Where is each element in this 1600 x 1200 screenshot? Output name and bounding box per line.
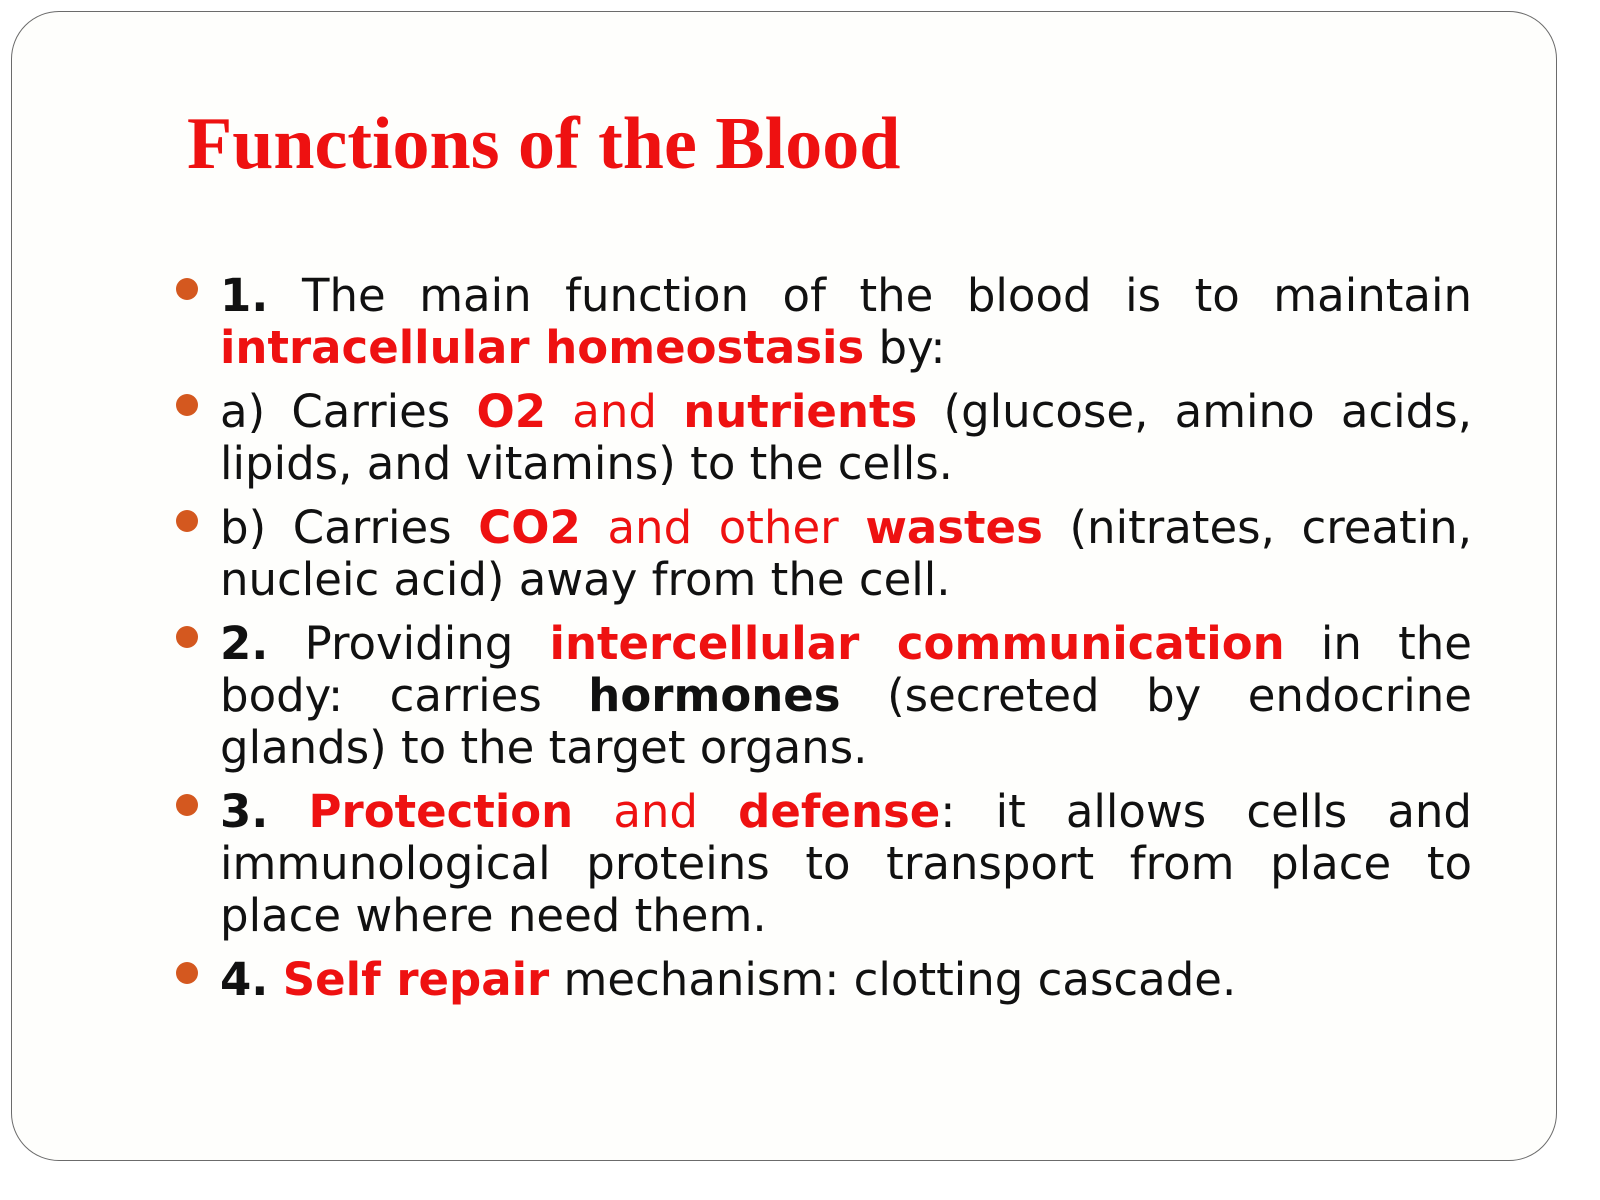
bullet-dot-icon xyxy=(176,394,198,416)
item-number: 2. xyxy=(220,617,269,670)
highlight-term: intracellular homeostasis xyxy=(220,321,865,374)
highlight-connector: and xyxy=(546,385,684,438)
item-text: The main function of the blood is to maintain xyxy=(268,269,1472,322)
bold-term: hormones xyxy=(588,669,841,722)
item-text: Providing xyxy=(268,617,550,670)
item-number: 1. xyxy=(220,269,269,322)
item-text: mechanism: clotting cascade. xyxy=(549,953,1237,1006)
bullet-item-self-repair xyxy=(220,954,1472,1006)
bullet-item-communication xyxy=(220,618,1472,774)
bullet-dot-icon xyxy=(176,794,198,816)
item-text xyxy=(268,785,308,838)
highlight-term: nutrients xyxy=(683,385,918,438)
bullet-item-protection xyxy=(220,786,1472,942)
item-number: 4. xyxy=(220,953,269,1006)
highlight-connector: and xyxy=(573,785,739,838)
item-text: b) Carries xyxy=(220,501,479,554)
item-text: (glucose, amino acids, lipids, and vitamins) to the cells. xyxy=(220,385,1472,490)
item-text: (secreted by endocrine glands) to the target organs. xyxy=(220,669,1472,774)
item-text: in the body: carries xyxy=(220,617,1472,722)
highlight-term: intercellular communication xyxy=(549,617,1285,670)
item-text xyxy=(268,953,282,1006)
slide-title: Functions of the Blood xyxy=(187,103,901,185)
bullet-dot-icon xyxy=(176,626,198,648)
item-number: 3. xyxy=(220,785,269,838)
highlight-term: CO2 xyxy=(478,501,581,554)
highlight-term: Protection xyxy=(308,785,574,838)
item-text: a) Carries xyxy=(220,385,477,438)
highlight-term: wastes xyxy=(865,501,1043,554)
item-text: (nitrates, creatin, nucleic acid) away from the cell. xyxy=(220,501,1472,606)
bullet-list xyxy=(220,270,1472,1018)
slide-frame xyxy=(11,11,1557,1161)
highlight-term: defense xyxy=(738,785,941,838)
bullet-item-carries-co2 xyxy=(220,502,1472,606)
highlight-term: Self repair xyxy=(282,953,550,1006)
bullet-item-carries-o2 xyxy=(220,386,1472,490)
item-text: : it allows cells and immunological proteins to transport from place to place where need them. xyxy=(220,785,1472,942)
bullet-dot-icon xyxy=(176,962,198,984)
bullet-dot-icon xyxy=(176,278,198,300)
bullet-dot-icon xyxy=(176,510,198,532)
bullet-item-main-function xyxy=(220,270,1472,374)
highlight-connector: and other xyxy=(580,501,866,554)
item-text: by: xyxy=(864,321,946,374)
highlight-term: O2 xyxy=(476,385,547,438)
